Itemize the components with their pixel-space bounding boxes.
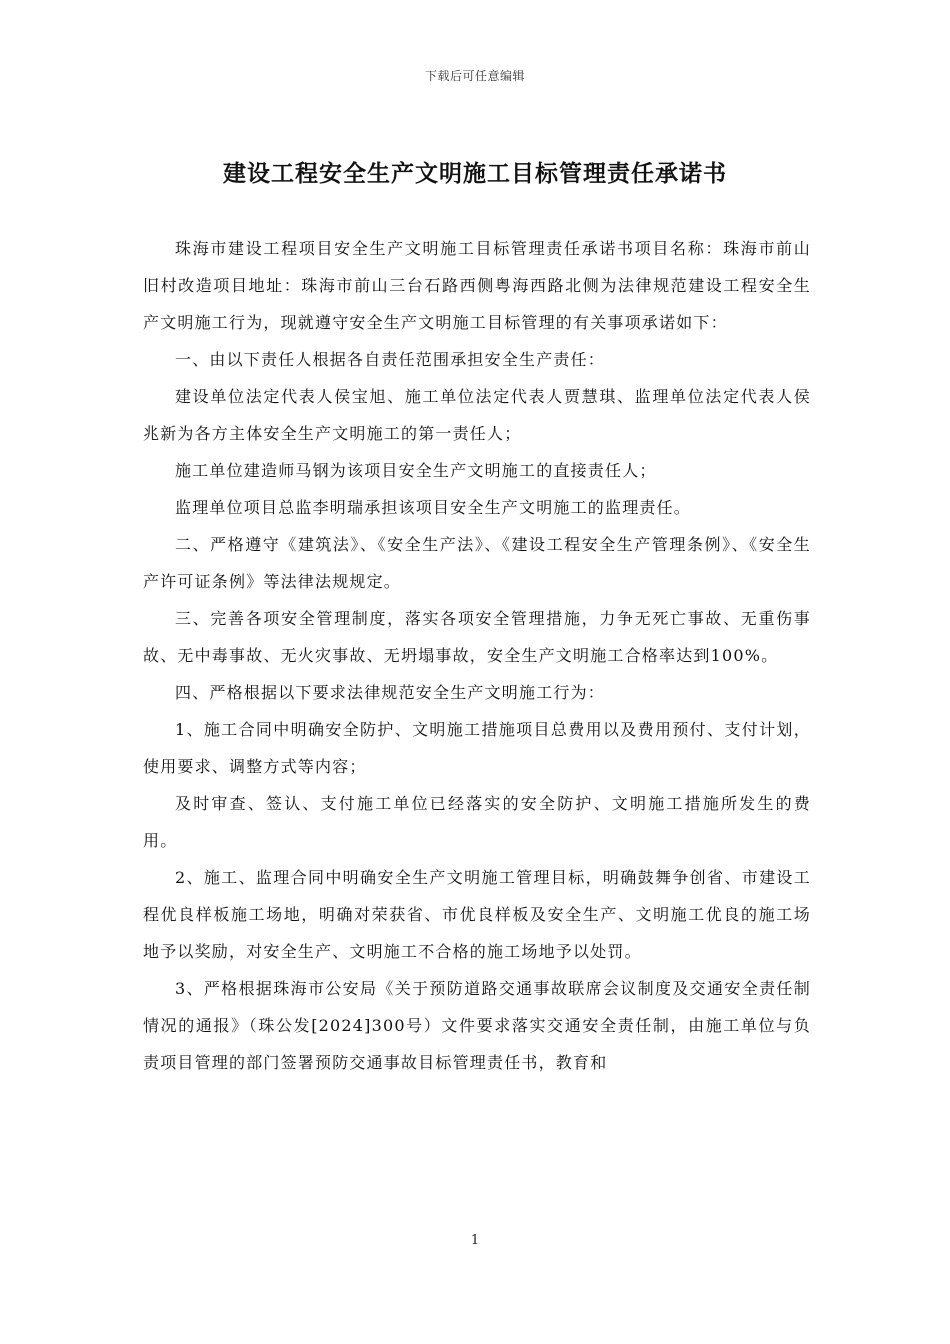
paragraph-item-3: 3、严格根据珠海市公安局《关于预防道路交通事故联席会议制度及交通安全责任制情况的通报》（珠公发[2024]300号）文件要求落实交通安全责任制，由施工单位与负责项目管理的部门签署预防交通事故目标管理责任书，教育和 bbox=[143, 979, 811, 1072]
document-body bbox=[143, 230, 811, 1081]
page-number: 1 bbox=[470, 1233, 480, 1248]
header-note: 下载后可任意编辑 bbox=[424, 69, 525, 83]
paragraph-first-responsible: 建设单位法定代表人侯宝旭、施工单位法定代表人贾慧琪、监理单位法定代表人侯兆新为各方主体安全生产文明施工的第一责任人； bbox=[143, 387, 811, 443]
paragraph-supervision-responsible: 监理单位项目总监李明瑞承担该项目安全生产文明施工的监理责任。 bbox=[175, 498, 692, 517]
paragraph-direct-responsible: 施工单位建造师马钢为该项目安全生产文明施工的直接责任人； bbox=[175, 461, 657, 480]
paragraph-intro: 珠海市建设工程项目安全生产文明施工目标管理责任承诺书项目名称：珠海市前山旧村改造项目地址：珠海市前山三台石路西侧粤海西路北侧为法律规范建设工程安全生产文明施工行为，现就遵守安全生产文明施工目标管理的有关事项承诺如下： bbox=[143, 239, 811, 332]
paragraph-item-2: 2、施工、监理合同中明确安全生产文明施工管理目标，明确鼓舞争创省、市建设工程优良样板施工场地，明确对荣获省、市优良样板及安全生产、文明施工优良的施工场地予以奖励，对安全生产、文明施工不合格的施工场地予以处罚。 bbox=[143, 868, 811, 961]
paragraph-section-4: 四、严格根据以下要求法律规范安全生产文明施工行为： bbox=[175, 683, 606, 702]
paragraph-section-3: 三、完善各项安全管理制度，落实各项安全管理措施，力争无死亡事故、无重伤事故、无中毒事故、无火灾事故、无坍塌事故，安全生产文明施工合格率达到100%。 bbox=[143, 609, 811, 665]
paragraph-item-1: 1、施工合同中明确安全防护、文明施工措施项目总费用以及费用预付、支付计划，使用要求、调整方式等内容； bbox=[143, 720, 811, 776]
document-title: 建设工程安全生产文明施工目标管理责任承诺书 bbox=[223, 160, 727, 187]
paragraph-item-1-cont: 及时审查、签认、支付施工单位已经落实的安全防护、文明施工措施所发生的费用。 bbox=[143, 794, 811, 850]
paragraph-section-1: 一、由以下责任人根据各自责任范围承担安全生产责任： bbox=[175, 350, 606, 369]
paragraph-section-2: 二、严格遵守《建筑法》、《安全生产法》、《建设工程安全生产管理条例》、《安全生产许可证条例》等法律法规规定。 bbox=[143, 535, 811, 591]
